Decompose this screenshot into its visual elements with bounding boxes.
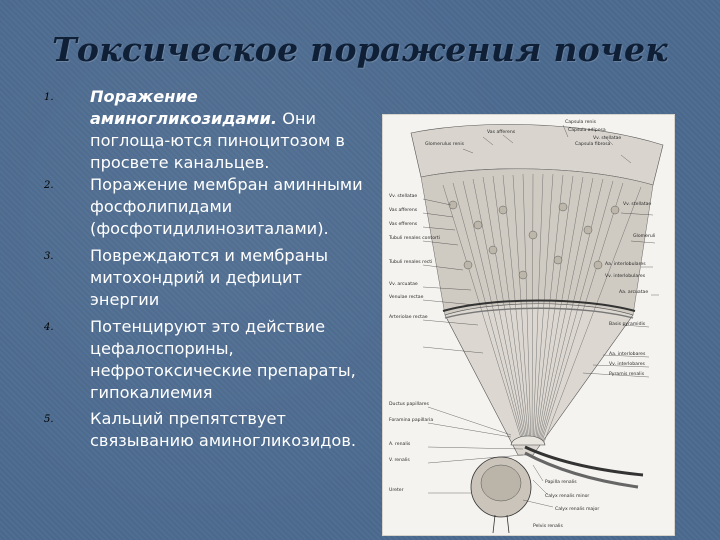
list-number: 3.: [44, 251, 54, 262]
figure-label: Vv. stellatae: [389, 194, 418, 199]
slide-title: Токсическое поражения почек: [52, 30, 668, 69]
list-text: [90, 86, 374, 174]
figure-label: Capsula adiposa: [568, 128, 606, 133]
list-text: Кальций препятствует связыванию аминогликозидов.: [90, 409, 357, 450]
figure-label: Vv. stellatae: [593, 136, 622, 141]
figure-label: Aa. arcuatae: [619, 290, 649, 295]
list-item: [44, 408, 374, 478]
bullet-list: [44, 86, 374, 478]
list-item: [44, 245, 374, 316]
figure-label: Basis pyramidis: [609, 322, 646, 327]
figure-label: A. renalis: [389, 442, 411, 447]
figure-label: Ureter: [389, 488, 404, 493]
figure-label: Vas afferens: [389, 208, 418, 213]
figure-label: Tubuli renales recti: [389, 260, 433, 265]
list-text: Потенцируют это действие цефалоспорины, нефротоксические препараты, гипокалиемия: [90, 317, 356, 402]
list-lead-text: Поражение аминогликозидами.: [90, 87, 278, 128]
figure-label: Pyramis renalis: [609, 372, 645, 377]
kidney-illustration: [383, 115, 674, 535]
figure-label: Vv. interlobulares: [605, 274, 646, 279]
figure-label: Glomerulus renis: [425, 142, 464, 147]
kidney-anatomy-figure: [382, 114, 675, 536]
figure-label: Ductus papillares: [389, 402, 429, 407]
list-rest-text: Они поглоща-ются пиноцитозом в просвете канальцев.: [90, 109, 345, 172]
list-text: Повреждаются и мембраны митохондрий и дефицит энергии: [90, 246, 328, 309]
list-text: Поражение мембран аминными фосфолипидами (фосфотидилинозиталами).: [90, 175, 363, 238]
figure-label: Vas efferens: [389, 222, 418, 227]
list-number: 1.: [44, 92, 54, 103]
figure-label: V. renalis: [389, 458, 410, 463]
figure-label: Vas afferens: [487, 130, 516, 135]
figure-label: Aa. interlobares: [609, 352, 646, 357]
figure-label: Aa. interlobulares: [605, 262, 646, 267]
figure-label: Calyx renalis minor: [545, 494, 590, 499]
figure-label: Vv. arcuatae: [389, 282, 418, 287]
figure-label: Capsula renis: [565, 120, 596, 125]
figure-label: Tubuli renales contorti: [389, 236, 440, 241]
list-item: [44, 174, 374, 245]
list-item: [44, 86, 374, 174]
figure-label: Arteriolae rectae: [389, 315, 428, 320]
list-number: 5.: [44, 414, 54, 425]
figure-label: Papilla renalis: [545, 480, 577, 485]
figure-label: Calyx renalis major: [555, 507, 600, 512]
figure-label: Capsula fibrosa: [575, 142, 611, 147]
figure-label: Pelvis renalis: [533, 524, 563, 529]
figure-label: Vv. stellatae: [623, 202, 652, 207]
list-item: [44, 316, 374, 408]
list-number: 4.: [44, 322, 54, 333]
figure-label: Vv. interlobares: [609, 362, 645, 367]
figure-label: Foramina papillaria: [389, 418, 434, 423]
figure-label: Venulae rectae: [389, 295, 424, 300]
figure-label: Glomeruli: [633, 234, 656, 239]
list-number: 2.: [44, 180, 54, 191]
